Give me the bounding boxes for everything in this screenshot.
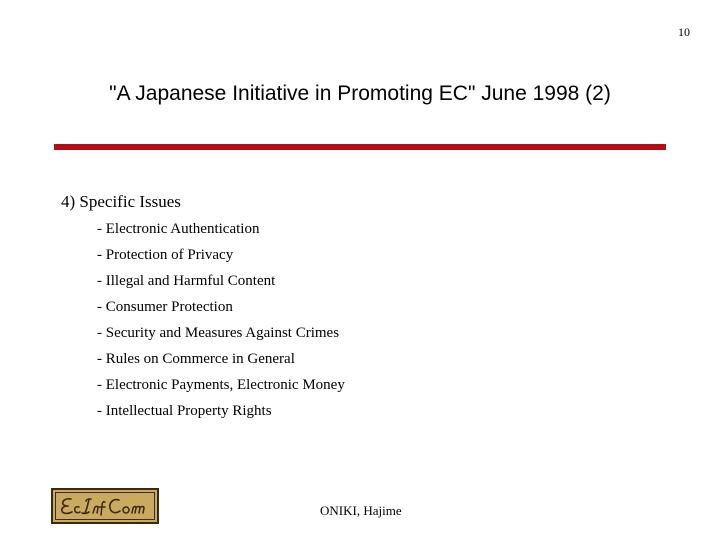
issue-list <box>97 219 345 427</box>
list-item: - Security and Measures Against Crimes <box>97 325 340 341</box>
section-heading: 4) Specific Issues <box>61 192 181 211</box>
page-number: 10 <box>678 25 690 39</box>
list-item: - Rules on Commerce in General <box>97 351 295 367</box>
logo-frame <box>55 492 155 520</box>
logo-lettering <box>57 494 153 518</box>
list-item: - Protection of Privacy <box>97 247 234 263</box>
title-divider <box>54 144 666 150</box>
list-item: - Consumer Protection <box>97 299 233 315</box>
list-item: - Illegal and Harmful Content <box>97 273 276 289</box>
slide-title: "A Japanese Initiative in Promoting EC" June 1998 (2) <box>109 82 611 105</box>
ecinfcom-logo <box>51 488 159 524</box>
list-item: - Electronic Payments, Electronic Money <box>97 377 345 393</box>
list-item: - Electronic Authentication <box>97 221 260 237</box>
footer-author: ONIKI, Hajime <box>320 503 402 518</box>
list-item: - Intellectual Property Rights <box>97 403 272 419</box>
